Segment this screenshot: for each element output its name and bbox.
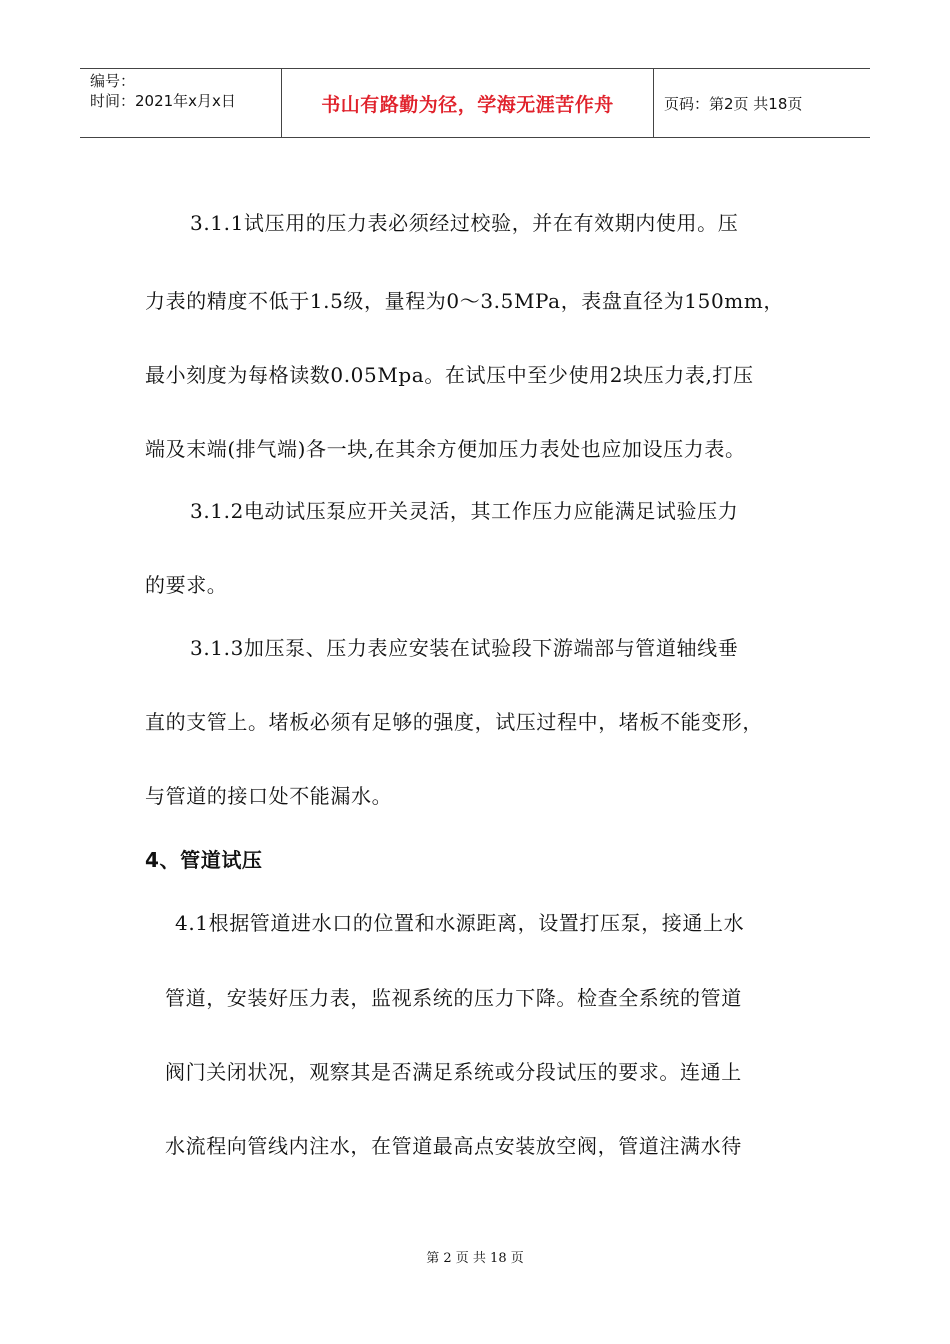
header-time-label: 时间：2021年x月x日	[90, 92, 236, 110]
paragraph-line: 3.1.2电动试压泵应开关灵活，其工作压力应能满足试验压力	[190, 499, 739, 523]
header-motto-cell	[282, 69, 654, 137]
paragraph-line: 阀门关闭状况，观察其是否满足系统或分段试压的要求。连通上	[165, 1060, 742, 1084]
paragraph-line: 端及末端(排气端)各一块,在其余方便加压力表处也应加设压力表。	[145, 437, 746, 461]
paragraph-line: 力表的精度不低于1.5级，量程为0～3.5MPa，表盘直径为150mm，	[145, 289, 785, 313]
page-footer: 第 2 页 共 18 页	[426, 1251, 524, 1266]
header-number-label: 编号：	[90, 72, 136, 90]
document-header	[80, 68, 870, 138]
header-meta	[80, 69, 282, 137]
paragraph-line: 最小刻度为每格读数0.05Mpa。在试压中至少使用2块压力表,打压	[145, 363, 754, 387]
paragraph-line: 与管道的接口处不能漏水。	[145, 784, 393, 808]
paragraph-line: 3.1.1试压用的压力表必须经过校验，并在有效期内使用。压	[190, 211, 739, 235]
paragraph-line: 的要求。	[145, 573, 228, 597]
header-page-info: 页码：第2页 共18页	[664, 94, 803, 113]
header-motto: 书山有路勤为径，学海无涯苦作舟	[321, 93, 614, 116]
paragraph-line: 直的支管上。堵板必须有足够的强度，试压过程中，堵板不能变形，	[145, 710, 763, 734]
paragraph-line: 管道，安装好压力表，监视系统的压力下降。检查全系统的管道	[165, 986, 742, 1010]
paragraph-line: 3.1.3加压泵、压力表应安装在试验段下游端部与管道轴线垂	[190, 636, 739, 660]
paragraph-line: 水流程向管线内注水，在管道最高点安装放空阀，管道注满水待	[165, 1134, 742, 1158]
paragraph-line: 4.1根据管道进水口的位置和水源距离，设置打压泵，接通上水	[175, 911, 745, 935]
section-heading: 4、管道试压	[145, 848, 263, 872]
